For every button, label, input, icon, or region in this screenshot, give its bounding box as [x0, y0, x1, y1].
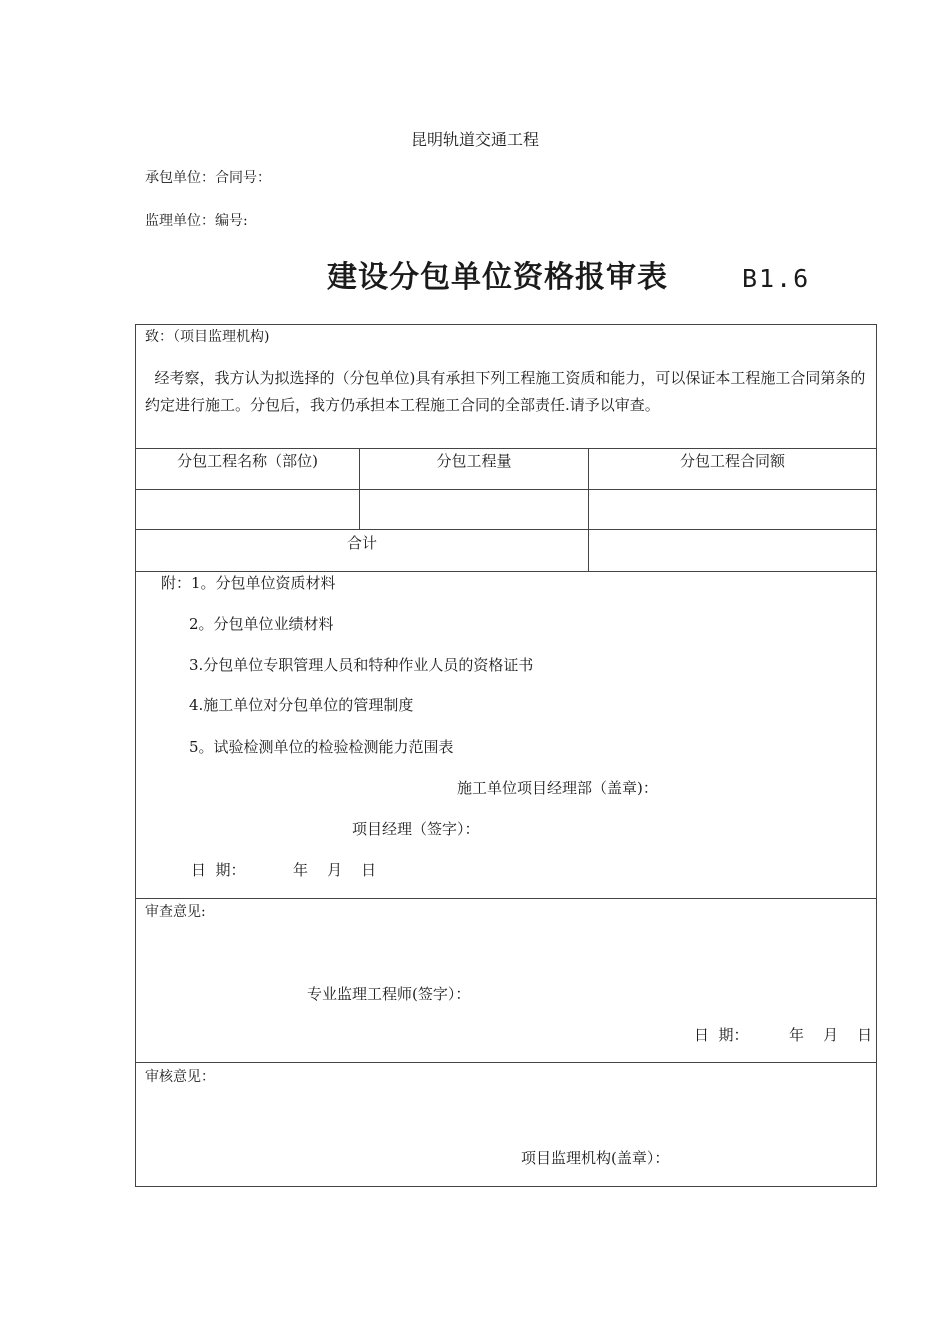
engineer-sign-label: 专业监理工程师(签字）：: [307, 985, 471, 1003]
cell-subcontract-name: [136, 490, 359, 529]
attachment-item: 3.分包单位专职管理人员和特种作业人员的资格证书: [189, 656, 534, 674]
row-divider: [135, 1062, 877, 1063]
form-code: B1.6: [742, 264, 811, 293]
attachment-item: 2。分包单位业绩材料: [189, 615, 334, 633]
review-date-fields: 年 月 日: [789, 1026, 873, 1044]
dept-seal-label: 施工单位项目经理部（盖章)：: [457, 779, 658, 797]
attachment-item: 5。试验检测单位的检验检测能力范围表: [189, 738, 454, 756]
attachment-item: 4.施工单位对分包单位的管理制度: [189, 696, 414, 714]
row-divider: [135, 898, 877, 899]
contractor-contract-line: 承包单位：合同号：: [145, 170, 271, 186]
attachments-list-first: [161, 573, 336, 593]
review-date-label: 日 期：: [694, 1026, 749, 1044]
table-border-right: [876, 324, 877, 1186]
audit-title: 审核意见：: [145, 1069, 215, 1085]
table-border-bottom: [135, 1186, 877, 1187]
applicant-date-fields: 年 月 日: [293, 861, 377, 879]
applicant-date-label: 日 期：: [191, 861, 246, 879]
attachments-title: 附：: [161, 574, 192, 592]
org-seal-label: 项目监理机构(盖章）：: [521, 1149, 670, 1167]
total-label: 合计: [346, 534, 377, 552]
header-subcontract-amount: 分包工程合同额: [679, 452, 785, 470]
intro-text: 经考察，我方认为拟选择的（分包单位)具有承担下列工程施工资质和能力，可以保证本工程施工合同第条的约定进行施工。分包后，我方仍承担本工程施工合同的全部责任.请予以审查。: [145, 369, 866, 414]
cell-subcontract-quantity: [360, 490, 588, 529]
form-title: 建设分包单位资格报审表: [327, 260, 668, 295]
to-line: 致：（项目监理机构): [145, 329, 270, 345]
header-subcontract-name: 分包工程名称（部位): [177, 452, 318, 470]
attachment-item: 1。分包单位资质材料: [191, 574, 336, 592]
header-subcontract-quantity: 分包工程量: [436, 452, 512, 470]
intro-paragraph: [145, 365, 873, 419]
supervisor-number-line: 监理单位：编号:: [145, 213, 248, 229]
row-divider: [135, 448, 877, 449]
row-divider: [135, 571, 877, 572]
review-title: 审查意见:: [145, 904, 206, 920]
manager-sign-label: 项目经理（签字）：: [352, 820, 480, 838]
table-border-top: [135, 324, 877, 325]
cell-total-amount: [589, 530, 876, 571]
cell-subcontract-amount: [589, 490, 876, 529]
document-title: 昆明轨道交通工程: [410, 130, 539, 149]
